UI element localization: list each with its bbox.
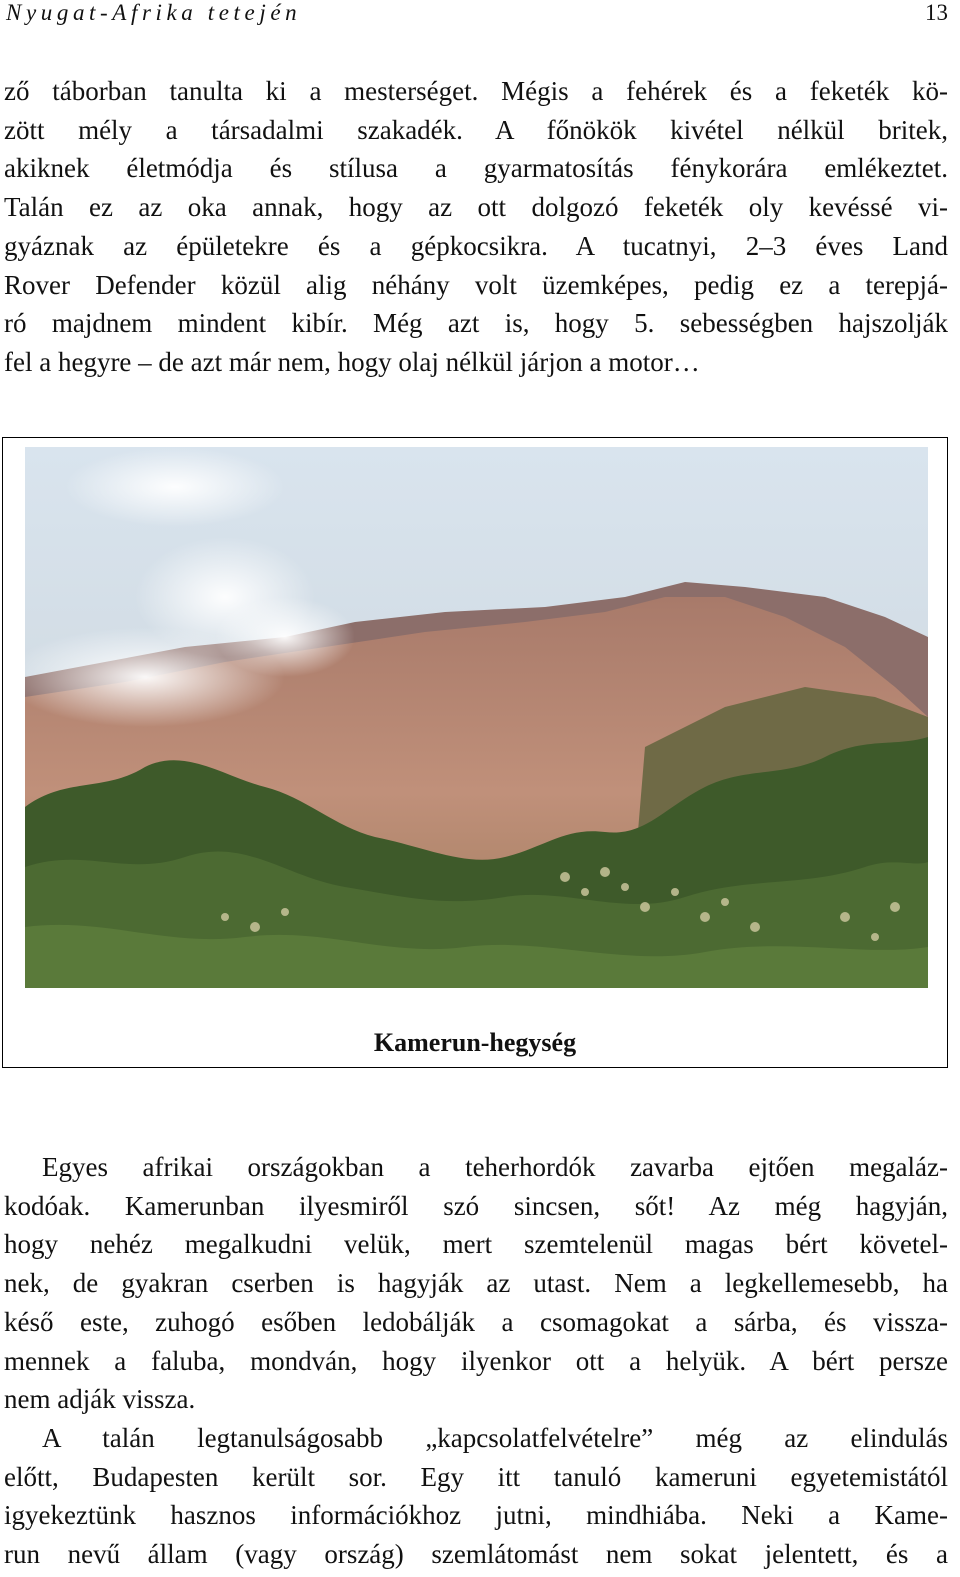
page-header [6, 0, 948, 30]
text-line: gyáznak az épületekre és a gépkocsikra. A tucatnyi, 2–3 éves Land [4, 230, 948, 261]
text-line: zött mély a társadalmi szakadék. A főnökök kivétel nélkül britek, [4, 114, 948, 145]
paragraph-3 [4, 1419, 948, 1574]
text-line: A talán legtanulságosabb „kapcsolatfelvételre” még az elindulás [42, 1423, 948, 1453]
text-line: igyekeztünk hasznos információkhoz jutni, mindhiába. Neki a Kame- [4, 1500, 948, 1531]
text-line: fel a hegyre – de azt már nem, hogy olaj nélkül járjon a motor… [4, 346, 700, 377]
paragraph-2 [4, 1148, 948, 1419]
text-line: nek, de gyakran cserben is hagyják az utast. Nem a legkellemesebb, ha [4, 1268, 948, 1299]
text-line: Rover Defender közül alig néhány volt üzemképes, pedig ez a terepjá- [4, 269, 948, 300]
text-line: ző táborban tanulta ki a mesterséget. Mégis a fehérek és a feketék kö- [4, 76, 948, 106]
running-title: Nyugat-Afrika tetején [6, 0, 302, 25]
text-line: nem adják vissza. [4, 1384, 196, 1415]
text-line: run nevű állam (vagy ország) szemlátomást nem sokat jelentett, és a [4, 1539, 948, 1570]
mountain-photo [25, 447, 928, 988]
text-line: Egyes afrikai országokban a teherhordók zavarba ejtően megaláz- [42, 1152, 948, 1182]
text-line: hogy nehéz megalkudni velük, mert szemtelenül magas bért követel- [4, 1229, 948, 1260]
text-line: késő este, zuhogó esőben ledobálják a csomagokat a sárba, és vissza- [4, 1306, 948, 1337]
text-line: Talán ez az oka annak, hogy az ott dolgozó feketék oly kevéssé vi- [4, 192, 948, 223]
text-line: ró majdnem mindent kibír. Még azt is, hogy 5. sebességben hajszolják [4, 308, 948, 339]
text-line: előtt, Budapesten került sor. Egy itt tanuló kameruni egyetemistától [4, 1461, 948, 1492]
figure-frame [2, 437, 948, 1068]
text-line: kodóak. Kamerunban ilyesmiről szó sincsen, sőt! Az még hagyján, [4, 1190, 948, 1221]
paragraph-1 [4, 72, 948, 382]
figure-caption: Kamerun-hegység [373, 1028, 577, 1057]
text-line: akiknek életmódja és stílusa a gyarmatosítás fénykorára emlékeztet. [4, 153, 948, 184]
page-number: 13 [925, 0, 948, 25]
text-line: mennek a faluba, mondván, hogy ilyenkor ott a helyük. A bért persze [4, 1345, 948, 1376]
